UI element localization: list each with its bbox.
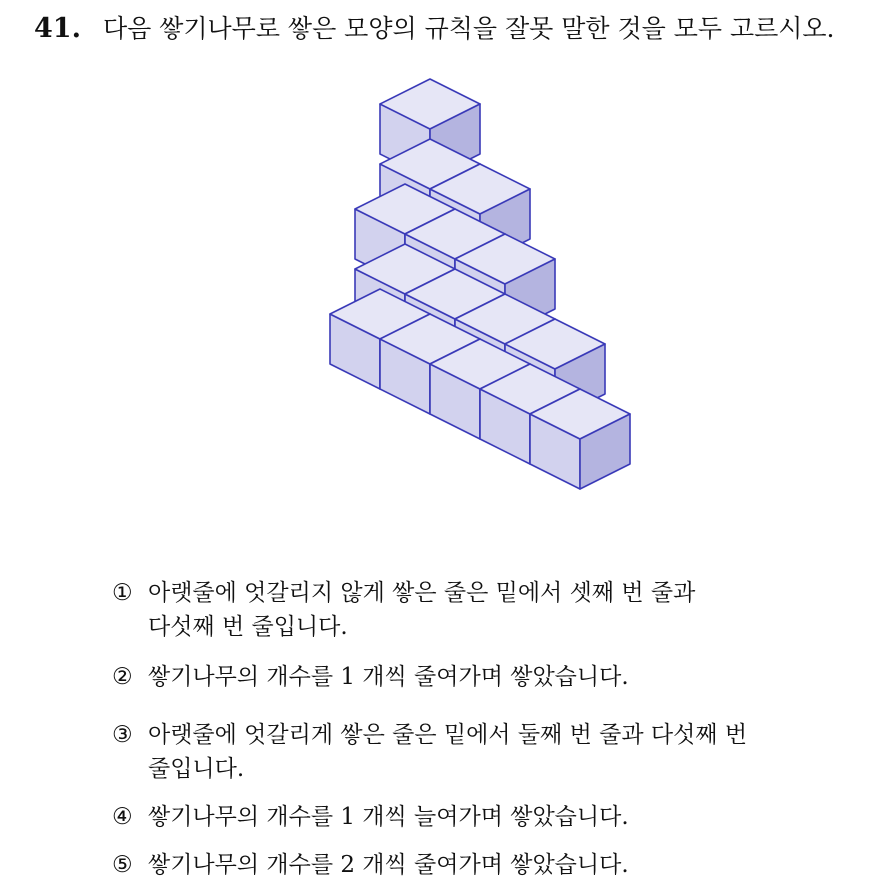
choice-2[interactable] [112,660,872,694]
choice-1[interactable] [112,576,872,644]
cubes-group [330,79,630,489]
choice-5[interactable] [112,848,872,882]
stacked-cubes-figure [320,74,640,504]
choice-1-mark: ① [112,580,133,606]
question-number: 41. [34,13,81,44]
choice-2-text: 쌓기나무의 개수를 1 개씩 줄여가며 쌓았습니다. [148,664,629,690]
choice-3-mark: ③ [112,722,133,748]
choice-1-text-cont: 다섯째 번 줄입니다. [148,614,348,640]
choice-5-mark: ⑤ [112,852,133,878]
choice-4-mark: ④ [112,804,133,830]
choice-3[interactable] [112,718,872,786]
question-text: 다음 쌓기나무로 쌓은 모양의 규칙을 잘못 말한 것을 모두 고르시오. [102,14,835,43]
choice-4[interactable] [112,800,872,834]
question [34,12,874,46]
choice-1-text: 아랫줄에 엇갈리지 않게 쌓은 줄은 밑에서 셋째 번 줄과 [148,580,696,606]
choice-3-text: 아랫줄에 엇갈리게 쌓은 줄은 밑에서 둘째 번 줄과 다섯째 번 [148,722,748,748]
choice-2-mark: ② [112,664,133,690]
choice-5-text: 쌓기나무의 개수를 2 개씩 줄여가며 쌓았습니다. [148,852,629,878]
choice-4-text: 쌓기나무의 개수를 1 개씩 늘여가며 쌓았습니다. [148,804,629,830]
choice-3-text-cont: 줄입니다. [148,756,245,782]
